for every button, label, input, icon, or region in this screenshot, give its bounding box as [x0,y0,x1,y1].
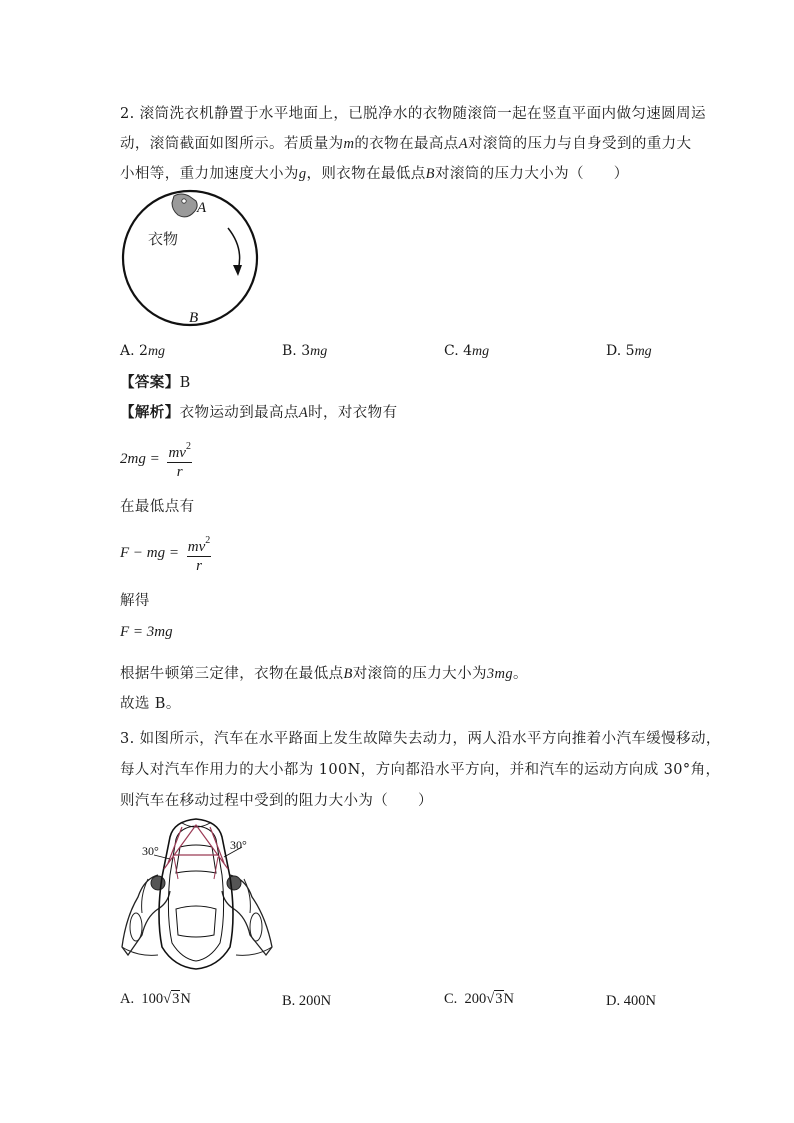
q2-stem-text: 对滚筒的压力大小为（ ） [434,166,629,182]
option-unit: mg [310,344,328,359]
clothes-spot-icon [182,199,186,203]
q2-stem-text: 的衣物在最高点 [354,136,459,152]
q3-option-a[interactable] [120,991,191,1008]
analysis-text: 时，对衣物有 [308,405,398,421]
newton-text-a: 根据牛顿第三定律，衣物在最低点 [120,666,344,682]
label-clothes: 衣物 [148,230,179,248]
q2-stem-text: ，则衣物在最低点 [306,166,426,182]
q3-option-d[interactable]: D. 400N [606,993,656,1009]
arrowhead-icon [233,265,242,276]
option-letter: C. [444,991,458,1007]
analysis-var-A: A [298,405,309,421]
q2-var-m: m [343,136,355,152]
equation-2 [120,532,211,575]
newton-end: 。 [513,666,528,682]
eq1-sup: 2 [185,441,191,452]
q2-answer [120,373,191,393]
q2-option-c[interactable] [444,343,489,360]
q2-stem-text: 动，滚筒截面如图所示。若质量为 [120,136,344,152]
answer-value: B [179,375,191,391]
option-num: 2 [139,343,148,359]
newton-var-B: B [343,666,353,682]
option-coef: 200 [464,991,487,1007]
q2-analysis [120,403,397,423]
eq2-num: mv [187,539,206,555]
q3-stem-line-3: 则汽车在移动过程中受到的阻力大小为（ ） [120,793,433,809]
car-body-icon [159,819,233,969]
angle-right-label: 30° [230,838,247,852]
head-right-icon [227,876,241,890]
equation-1 [120,438,192,481]
q2-stem-line-2 [120,134,691,154]
newton-text-b: 对滚筒的压力大小为 [352,666,487,682]
drum-figure [112,188,272,332]
eq1-num: mv [168,445,186,461]
option-num: 5 [625,343,635,359]
equation-3: F = 3mg [120,624,173,640]
q2-var-g: g [298,166,307,182]
label-A: A [197,200,207,216]
q2-stem-line-3 [120,164,629,184]
option-unit: mg [147,344,166,359]
answer-tag: 【答案】 [120,374,180,391]
option-letter: A. [120,991,135,1007]
force-lines-icon [164,825,228,869]
eq2-sup: 2 [205,535,211,546]
option-unit: N [180,991,191,1007]
option-unit: mg [634,344,652,359]
q2-option-b[interactable] [282,343,327,360]
analysis-text: 衣物运动到最高点 [179,405,299,421]
option-letter: C. [444,343,464,359]
clothes-icon [172,194,197,217]
eq1-den: r [176,464,183,480]
eq2-fraction [187,532,212,575]
q3-option-c[interactable] [444,991,514,1008]
q2-stem-text: 小相等，重力加速度大小为 [120,166,299,182]
low-point-text: 在最低点有 [120,499,195,515]
q2-var-B: B [425,166,435,182]
option-letter: A. [120,343,140,359]
q3-option-b[interactable]: B. 200N [282,993,332,1009]
conclusion-text: 故选 B。 [120,696,181,712]
option-letter: D. [606,343,626,359]
newton-text [120,664,528,684]
rotation-arrow-icon [228,228,240,270]
option-letter: B. [282,343,302,359]
eq1-fraction [167,438,192,481]
eq2-lhs: F − mg = [120,545,179,561]
angle-left-label: 30° [142,844,159,858]
q2-stem-text: 对滚筒的压力与自身受到的重力大 [467,136,692,152]
sqrt-icon: √3 [486,991,503,1007]
radicand: 3 [172,991,180,1007]
sqrt-icon: √3 [163,991,180,1007]
option-unit: mg [472,344,490,359]
option-unit: N [503,991,514,1007]
label-B: B [189,310,199,326]
q3-stem-line-1: 3. 如图所示，汽车在水平路面上发生故障失去动力，两人沿水平方向推着小汽车缓慢移动， [120,731,721,747]
solve-text: 解得 [120,593,150,609]
analysis-tag: 【解析】 [120,404,180,421]
option-coef: 100 [141,991,164,1007]
q2-stem-line-1: 2. 滚筒洗衣机静置于水平地面上，已脱净水的衣物随滚筒一起在竖直平面内做匀速圆周运 [120,106,706,122]
option-num: 3 [301,343,311,359]
eq1-lhs: 2mg = [120,451,160,467]
head-left-icon [151,876,165,890]
eq2-den: r [196,558,202,574]
radicand: 3 [495,991,503,1007]
car-push-figure [118,817,280,973]
q2-var-A: A [458,136,468,152]
newton-value: 3mg [486,666,514,682]
option-num: 4 [463,343,473,359]
q2-option-d[interactable] [606,343,652,360]
q3-stem-line-2: 每人对汽车作用力的大小都为 100N，方向都沿水平方向，并和汽车的运动方向成 30°角， [120,762,721,778]
q2-option-a[interactable] [120,343,165,360]
